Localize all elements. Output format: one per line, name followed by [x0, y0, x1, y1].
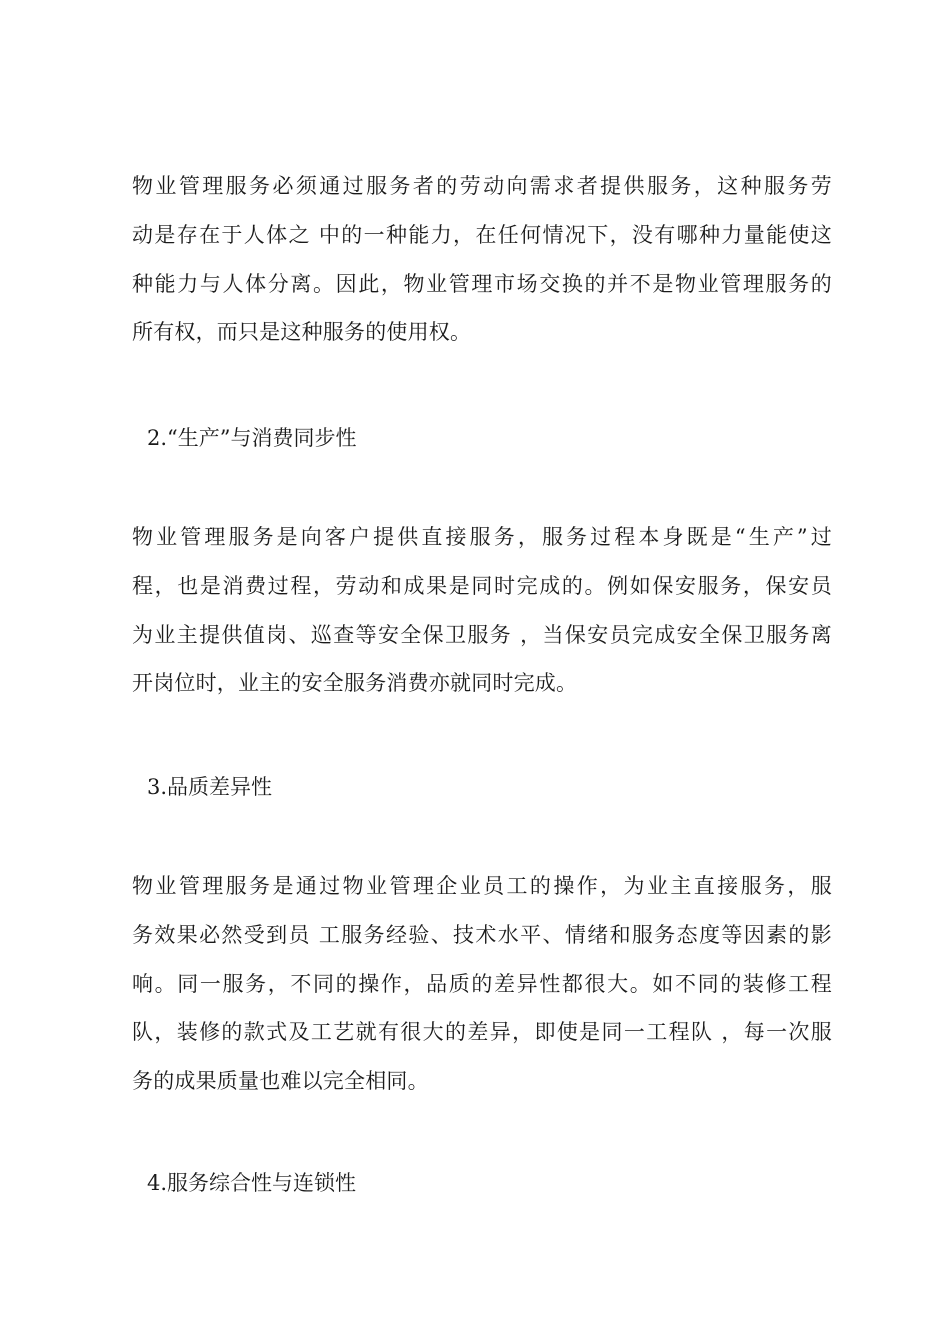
paragraph-1	[132, 162, 832, 357]
paragraph-line: 响。同一服务，不同的操作，品质的差异性都很大。如不同的装修工程	[132, 971, 832, 996]
section-heading-3: 3.品质差异性	[147, 775, 273, 799]
paragraph-2	[132, 513, 832, 708]
paragraph-line: 物业管理服务必须通过服务者的劳动向需求者提供服务，这种服务劳	[132, 174, 832, 198]
paragraph-line: 动是存在于人体之 中的一种能力，在任何情况下，没有哪种力量能使这	[132, 222, 832, 247]
paragraph-line: 物业管理服务是向客户提供直接服务，服务过程本身既是“生产”过	[132, 525, 832, 549]
paragraph-line: 务的成果质量也难以完全相同。	[132, 1069, 429, 1094]
paragraph-3	[132, 862, 832, 1106]
paragraph-line: 开岗位时，业主的安全服务消费亦就同时完成。	[132, 671, 578, 696]
paragraph-line: 队，装修的款式及工艺就有很大的差异，即使是同一工程队 ，每一次服	[132, 1020, 832, 1045]
paragraph-line: 务效果必然受到员 工服务经验、技术水平、情绪和服务态度等因素的影	[132, 922, 832, 947]
paragraph-line: 程，也是消费过程，劳动和成果是同时完成的。例如保安服务，保安员	[132, 573, 832, 598]
section-heading-2: 2.“生产”与消费同步性	[147, 426, 357, 450]
section-heading-4: 4.服务综合性与连锁性	[147, 1171, 357, 1195]
paragraph-line: 所有权，而只是这种服务的使用权。	[132, 320, 472, 345]
paragraph-line: 为业主提供值岗、巡查等安全保卫服务 ，当保安员完成安全保卫服务离	[132, 622, 832, 647]
paragraph-line: 物业管理服务是通过物业管理企业员工的操作，为业主直接服务，服	[132, 874, 832, 898]
paragraph-line: 种能力与人体分离。因此，物业管理市场交换的并不是物业管理服务的	[132, 271, 832, 296]
